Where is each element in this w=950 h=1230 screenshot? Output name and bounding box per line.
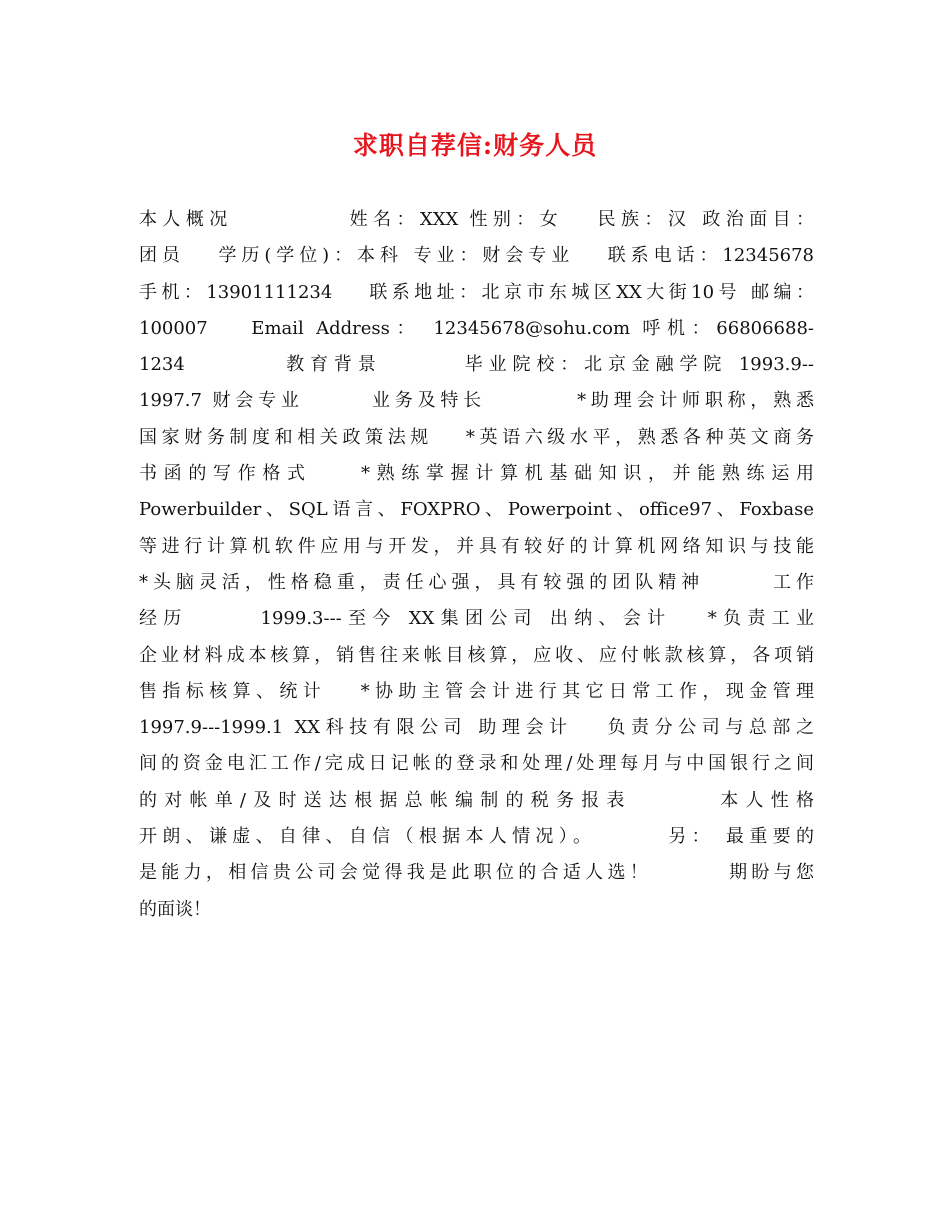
body-line-last: 的面谈！ [139,898,211,920]
body-line: 的对帐单/及时送达根据总帐编制的税务报表 本人性格 [139,789,814,811]
body-line: 1997.7 财会专业 业务及特长 *助理会计师职称，熟悉 [139,390,814,412]
document-title: 求职自荐信:财务人员 [352,131,598,160]
body-line: Powerbuilder、SQL语言、FOXPRO、Powerpoint、office97、Foxbase [139,499,814,521]
document-body [139,202,814,928]
body-line: 国家财务制度和相关政策法规 *英语六级水平，熟悉各种英文商务 [139,426,814,448]
body-line: 等进行计算机软件应用与开发，并具有较好的计算机网络知识与技能 [139,535,814,557]
body-line: *头脑灵活，性格稳重，责任心强，具有较强的团队精神 工作 [139,571,814,593]
body-line: 1997.9---1999.1 XX科技有限公司 助理会计 负责分公司与总部之 [139,717,814,739]
body-line: 1234 教育背景 毕业院校：北京金融学院 1993.9-- [139,354,814,376]
body-line: 间的资金电汇工作/完成日记帐的登录和处理/处理每月与中国银行之间 [139,753,814,775]
body-line: 本人概况 姓名：XXX 性别：女 民族：汉 政治面目： [139,209,814,230]
body-line: 售指标核算、统计 *协助主管会计进行其它日常工作，现金管理 [139,680,814,702]
body-line: 是能力，相信贵公司会觉得我是此职位的合适人选！ 期盼与您 [139,862,814,884]
body-line: 书函的写作格式 *熟练掌握计算机基础知识，并能熟练运用 [139,463,814,485]
body-line: 企业材料成本核算，销售往来帐目核算，应收、应付帐款核算，各项销 [139,644,814,666]
body-line: 100007 Email Address： 12345678@sohu.com 呼机：66806688- [139,317,814,339]
body-line: 经历 1999.3---至今 XX集团公司 出纳、会计 *负责工业 [139,608,814,630]
body-line: 开朗、谦虚、自律、自信（根据本人情况）。 另： 最重要的 [139,826,814,848]
body-line: 团员 学历(学位)：本科 专业：财会专业 联系电话：12345678 [139,245,814,267]
body-line: 手机：13901111234 联系地址：北京市东城区XX大街10号 邮编： [139,281,814,303]
